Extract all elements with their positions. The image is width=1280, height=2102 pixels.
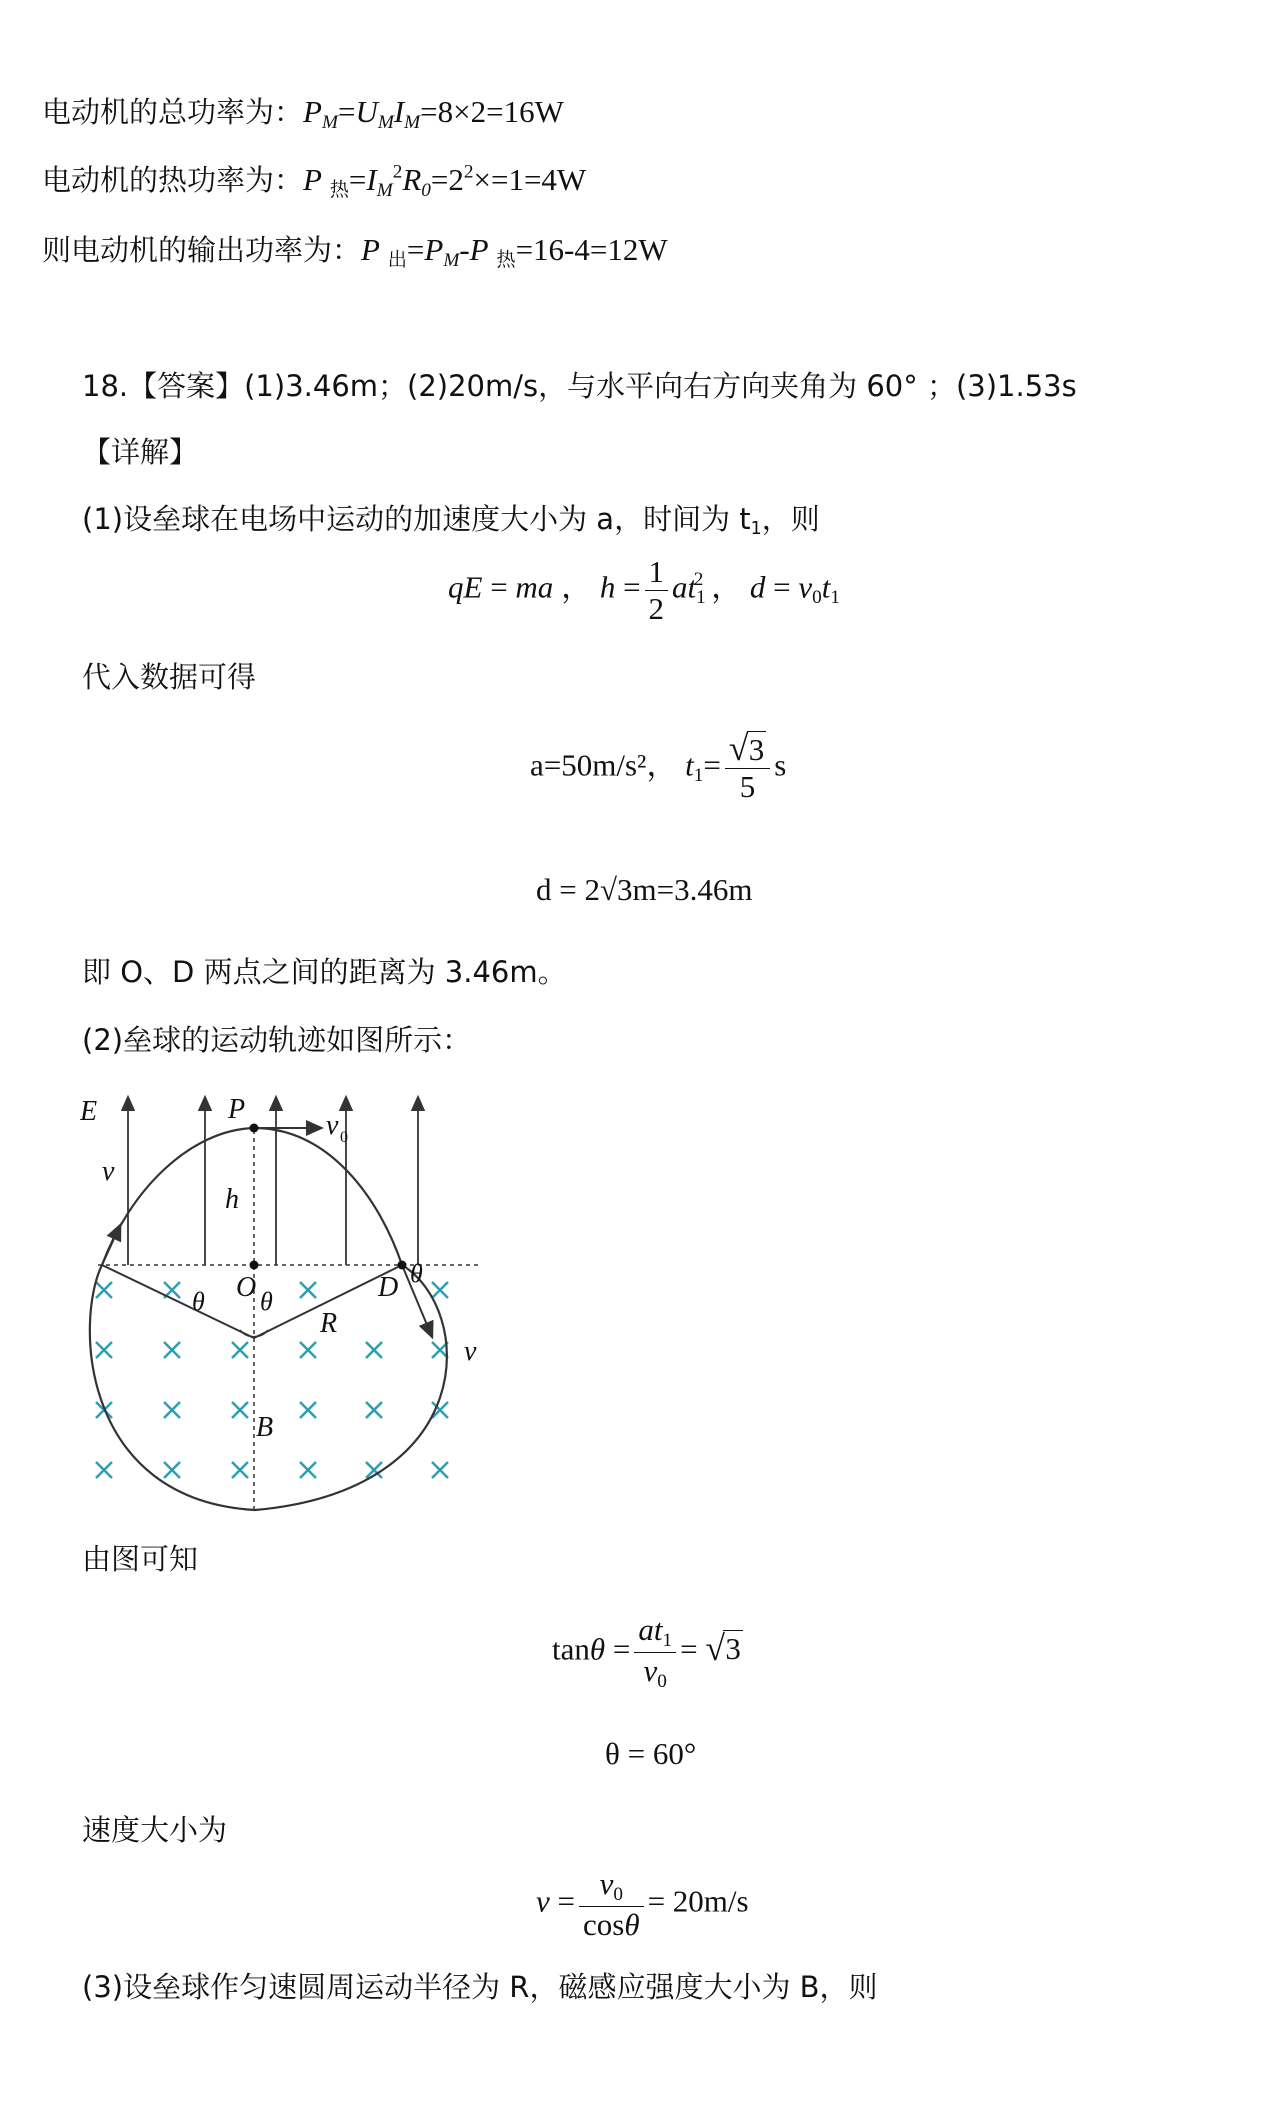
motor-heat-power-label: 电动机的热功率为： (42, 163, 304, 197)
velocity-left-arrow (102, 1230, 118, 1265)
od-distance: 即 O、D 两点之间的距离为 3.46m。 (82, 955, 567, 989)
motor-heat-power-line: 电动机的热功率为：P $_热=I_M^2R_0=2^2\times=1=4W$ (42, 161, 587, 201)
label-e: E (80, 1096, 98, 1127)
result-d: d = 2√3m=3.46m (536, 872, 753, 907)
label-theta-right: θ (260, 1287, 273, 1316)
label-d: D (378, 1272, 399, 1303)
label-v-right: v (464, 1336, 477, 1367)
speed-label: 速度大小为 (82, 1813, 228, 1847)
part1-intro: (1)设垒球在电场中运动的加速度大小为 a，时间为 $t_1$，则 (82, 502, 820, 540)
result-a-t1: a=50m/s²， $t_1=$ √ 3 5 s (530, 728, 787, 804)
substitute-data: 代入数据可得 (82, 660, 257, 694)
label-o: O (236, 1272, 257, 1303)
label-r: R (320, 1308, 338, 1339)
equation-block-1: qE = ma ， h = $\frac{1}{2}$ $at_1^2$ ， $d = v_0t_1$ (448, 554, 840, 626)
label-h: h (225, 1184, 239, 1215)
tan-theta-equation: tanθ = $\frac{at_1}{v_0}$ = √ 3 (552, 1612, 741, 1692)
part2-intro: (2)垒球的运动轨迹如图所示： (82, 1023, 472, 1057)
part3-intro: (3)设垒球作匀速圆周运动半径为 R，磁感应强度大小为 B，则 (82, 1970, 878, 2004)
electric-field-lines (128, 1102, 418, 1265)
label-theta-d: θ (410, 1259, 423, 1288)
label-b: B (256, 1412, 274, 1443)
point-p (250, 1124, 259, 1133)
motor-total-power-label: 电动机的总功率为： (42, 95, 304, 129)
label-v0-sub: 0 (340, 1129, 348, 1146)
q18-answer: 18.【答案】(1)3.46m；(2)20m/s，与水平向右方向夹角为 60° ；(3)1.53s (82, 369, 1077, 403)
point-o (250, 1261, 259, 1270)
from-figure: 由图可知 (82, 1542, 199, 1576)
detail-heading: 【详解】 (82, 435, 199, 469)
label-theta-left: θ (192, 1287, 205, 1316)
motor-total-power-line: 电动机的总功率为：$P_M=U_MI_M=8\times 2=16W$ (42, 94, 564, 133)
trajectory-diagram (80, 1070, 500, 1520)
theta-result: θ = 60° (605, 1736, 697, 1771)
label-v-left: v (102, 1156, 115, 1187)
motor-output-power-line: 则电动机的输出功率为：P $_出=P_M-P$ $_热$=16-4=12W (42, 232, 668, 271)
label-v0: v (326, 1110, 339, 1141)
motor-output-power-label: 则电动机的输出功率为： (42, 233, 362, 267)
speed-equation: v = $\frac{v_0}{\cos\theta}$ = 20m/s (536, 1866, 749, 1942)
trajectory-curve (90, 1128, 447, 1510)
label-p: P (228, 1094, 246, 1125)
point-d (398, 1261, 407, 1270)
